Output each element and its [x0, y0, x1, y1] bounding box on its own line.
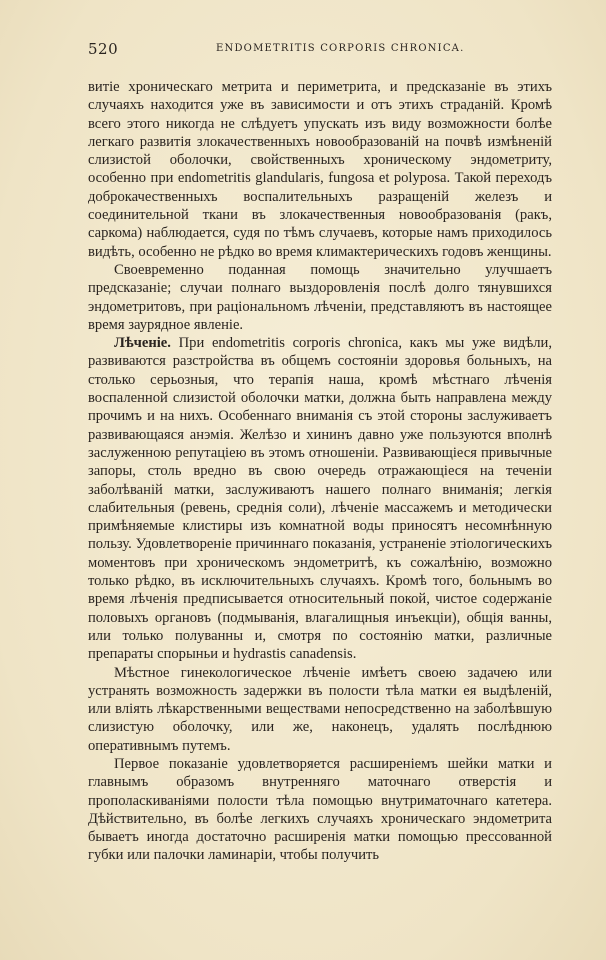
page-header: [88, 40, 542, 60]
paragraph-first-indication: Первое показаніе удовлетворяется расширеніемъ шейки матки и главнымъ образомъ внутренняго маточнаго отверстія и прополаскиваніями полости тѣла помощью внутриматочнаго катетера. Дѣйствительно, въ болѣе легкихъ случаяхъ хроническаго эндометрита бываетъ иногда достаточно расширенія матки помощью прессованной губки или палочки ламинаріи, чтобы получить: [88, 755, 552, 864]
running-title: ENDOMETRITIS CORPORIS CHRONICA.: [216, 43, 465, 54]
paragraph-continuation: витіе хроническаго метрита и периметрита, и предсказаніе въ этихъ случаяхъ находится уже въ зависимости и отъ этихъ страданій. Кромѣ всего этого никогда не слѣдуетъ упускать изъ виду возможности болѣе легкаго развитія злокачественныхъ новообразованій на почвѣ измѣненій слизистой оболочки, свойственныхъ хроническому эндометриту, особенно при endometritis glandularis, fungosa et polyposa. Такой переходъ доброкачественныхъ воспалительныхъ разращеній железъ и соединительной ткани въ злокачественныя новообразованія (ракъ, саркома) наблюдается, судя по тѣмъ случаевъ, которые намъ приходилось видѣть, особенно не рѣдко во время климактерическихъ годовъ женщины.: [88, 79, 552, 260]
paragraph-prognosis: Своевременно поданная помощь значительно улучшаетъ предсказаніе; случаи полнаго выздоровленія послѣ долго тянувшихся эндометритовъ, при раціональномъ лѣченіи, представляютъ въ настоящее время заурядное явленіе.: [88, 261, 552, 333]
page-number: 520: [88, 40, 119, 58]
treatment-text: При endometritis corporis chronica, какъ мы уже видѣли, развиваются разстройства въ общемъ состояніи здоровья больныхъ, на столько серьозныя, что терапія наша, кромѣ мѣстнаго лѣченія воспаленной слизистой оболочки матки, должна быть направлена между прочимъ и на нихъ. Особеннаго вниманія съ этой стороны заслуживаетъ развивающаяся анэмія. Желѣзо и хининъ давно уже пользуются вполнѣ заслуженною репутаціею въ этомъ отношеніи. Развивающіеся привычные запоры, столь вредно въ свою очередь отражающіеся на теченіи заболѣваній матки, заслуживаютъ нашего полнаго вниманія; легкія слабительныя (ревень, среднія соли), лѣченіе массажемъ и методически примѣняемые клистиры изъ комнатной воды приносятъ несомнѣнную пользу. Удовлетвореніе причиннаго показанія, устраненіе этіологическихъ моментовъ при хроническомъ эндометритѣ, къ сожалѣнію, возможно только рѣдко, въ исключительныхъ случаяхъ. Кромѣ того, больнымъ во время лѣченія предписывается относительный покой, чистое содержаніе половыхъ органовъ (подмыванія, влагалищныя инъекціи), общія ванны, или только полуванны и, смотря по состоянію матки, различные препараты спорыньи и hydrastis canadensis.: [88, 335, 552, 663]
body-text: [88, 78, 552, 865]
paragraph-treatment: [88, 334, 552, 663]
treatment-heading: Лѣченіе.: [114, 335, 171, 352]
paragraph-local-treatment: Мѣстное гинекологическое лѣченіе имѣетъ своею задачею или устранять возможность задержки въ полости тѣла матки ея выдѣленій, или вліять лѣкарственными веществами непосредственно на заболѣвшую слизистую оболочку, или же, наконецъ, удалять послѣднюю оперативнымъ путемъ.: [88, 664, 552, 754]
